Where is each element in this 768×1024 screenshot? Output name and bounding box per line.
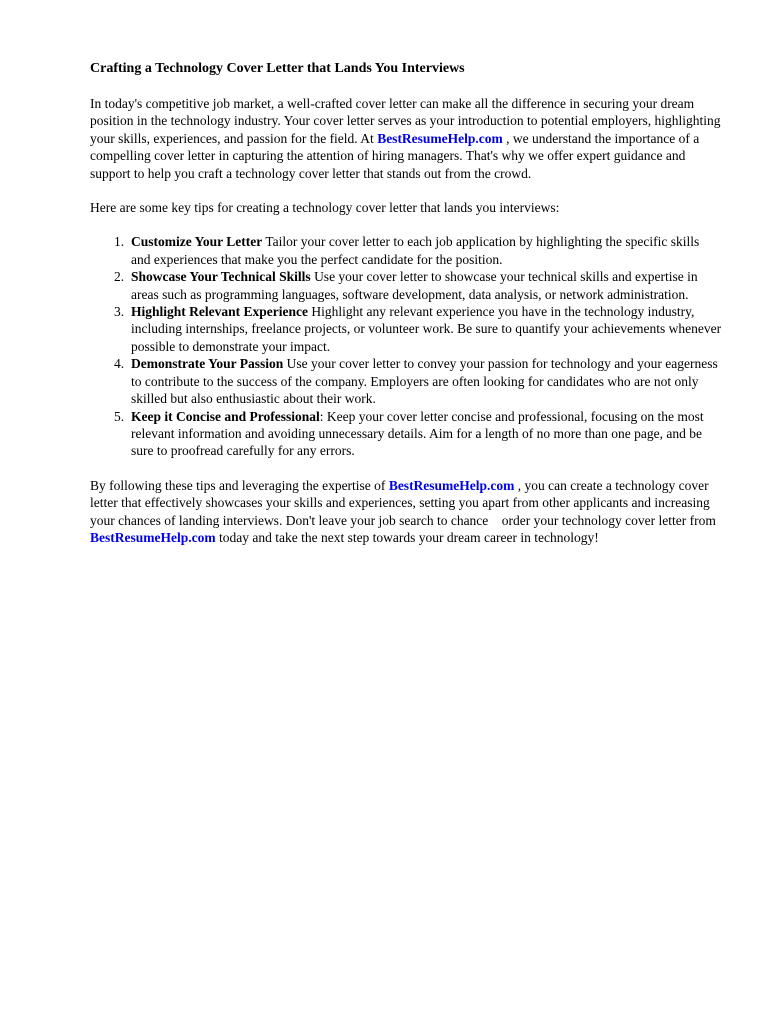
list-item-body (131, 233, 722, 268)
list-item (90, 268, 722, 303)
closing-text-3: today and take the next step towards your dream career in technology! (215, 529, 599, 545)
tips-list (90, 233, 725, 459)
list-item-number: 5. (114, 408, 125, 424)
list-item-body (131, 408, 722, 460)
list-item-heading: Demonstrate Your Passion (131, 356, 284, 372)
list-item-text: Highlight any relevant experience you have in the technology industry, including internships, freelance projects, or volunteer work. Be sure to quantify your achievements whenever possible to demonstrate your impact. (131, 304, 725, 354)
list-item-text: Tailor your cover letter to each job application by highlighting the specific skills and experiences that make you the perfect candidate for the position. (131, 234, 703, 267)
closing-text-2: , you can create a technology cover letter that effectively showcases your skills and experiences, setting you apart from other applicants and increasing your chances of landing interviews. Don't leave your job search to chance order your technology cover letter from (90, 477, 720, 528)
list-item (90, 408, 722, 460)
list-item-text: Use your cover letter to convey your passion for technology and your eagerness to contribute to the success of the company. Employers are often looking for candidates who are not only skilled but also enthusiastic about their work. (131, 356, 722, 407)
list-item-body (131, 268, 722, 303)
list-item-number: 1. (114, 234, 125, 250)
list-item-body (131, 303, 725, 355)
closing-text-1: By following these tips and leveraging the expertise of (90, 477, 389, 493)
list-item-heading: Highlight Relevant Experience (131, 304, 308, 320)
paragraph-intro (90, 95, 722, 182)
list-item-heading: Showcase Your Technical Skills (131, 269, 311, 285)
list-item (90, 303, 725, 355)
list-item-number: 2. (114, 269, 125, 285)
list-item-heading: Keep it Concise and Professional (131, 408, 320, 424)
brand-link[interactable]: BestResumeHelp.com (377, 130, 503, 146)
intro-text-2: , we understand the importance of a compelling cover letter in capturing the attention of hiring managers. That's why we offer expert guidance and support to help you craft a technology cover letter that stands out from the crowd. (90, 130, 703, 181)
brand-link[interactable]: BestResumeHelp.com (90, 529, 216, 545)
list-item-heading: Customize Your Letter (131, 234, 263, 250)
brand-link[interactable]: BestResumeHelp.com (388, 477, 515, 493)
intro-text-1: In today's competitive job market, a well-crafted cover letter can make all the difference in securing your dream position in the technology industry. Your cover letter serves as your introduction to potential employers, highlighting your skills, experiences, and passion for the field. At (90, 96, 724, 146)
list-item-text: : Keep your cover letter concise and professional, focusing on the most relevant information and avoiding unnecessary details. Aim for a length of no more than one page, and be sure to proofread carefully for any errors. (131, 408, 708, 459)
paragraph-closing (90, 477, 722, 547)
document-title: Crafting a Technology Cover Letter that Lands You Interviews (90, 61, 465, 76)
list-item (90, 233, 722, 268)
list-item (90, 355, 722, 407)
list-item-text: Use your cover letter to showcase your technical skills and expertise in areas such as programming languages, software development, data analysis, or network administration. (131, 269, 701, 302)
tips-intro-paragraph: Here are some key tips for creating a technology cover letter that lands you interviews: (90, 200, 560, 216)
list-item-body (131, 355, 722, 407)
list-item-number: 3. (114, 304, 125, 320)
list-item-number: 4. (114, 356, 125, 372)
